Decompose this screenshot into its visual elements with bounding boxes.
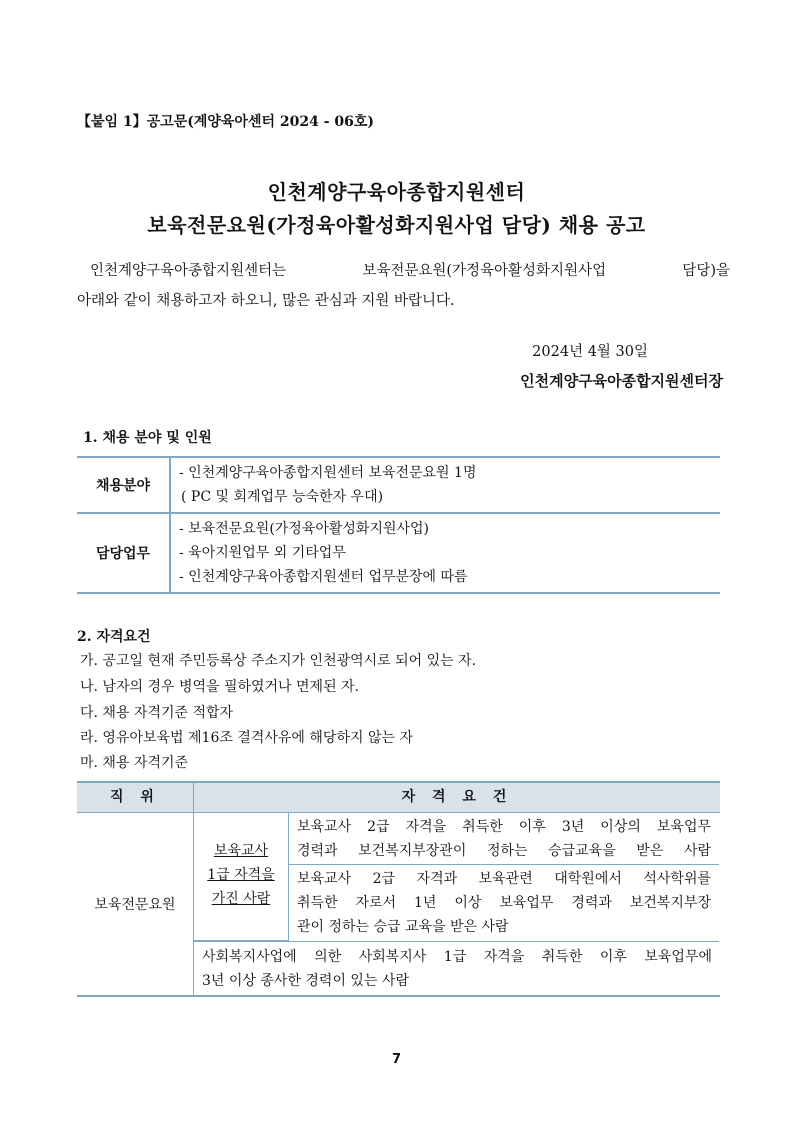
sub-label-line: 1급 자격을 [207,867,275,883]
requirement-item: 다. 채용 자격기준 적합자 [80,705,234,721]
condition-cell-2 [289,865,719,940]
intro-line-1: 인천계양구육아종합지원센터는 보육전문요원(가정육아활성화지원사업 담당)을 [90,263,730,279]
intro-line-2: 아래와 같이 채용하고자 하오니, 많은 관심과 지원 바랍니다. [77,293,455,309]
title-line-1: 인천계양구육아종합지원센터 [267,180,526,204]
condition-line: 경력과 보건복지부장관이 정하는 승급교육을 받은 사람 [297,843,711,859]
qualification-table [77,781,720,997]
page-number: 7 [391,1052,402,1067]
requirement-item: 라. 영유아보육법 제16조 결격사유에 해당하지 않는 자 [80,730,413,746]
requirement-item: 나. 남자의 경우 병역을 필하였거나 면제된 자. [80,679,360,695]
recruitment-table [77,456,720,594]
requirement-item: 마. 채용 자격기준 [80,755,189,771]
sub-label-line: 가진 사람 [211,891,271,907]
section-2-heading: 2. 자격요건 [77,629,151,645]
condition-line: 보육교사 2급 자격을 취득한 이후 3년 이상의 보육업무 [297,819,711,835]
row-content [171,514,720,592]
condition-line: 보육교사 2급 자격과 보육관련 대학원에서 석사학위를 [297,871,711,887]
requirement-item: 가. 공고일 현재 주민등록상 주소지가 인천광역시로 되어 있는 자. [80,653,477,669]
content-line: - 인천계양구육아종합지원센터 보육전문요원 1명 [179,465,477,481]
header-requirements: 자 격 요 건 [401,789,513,805]
content-line: - 인천계양구육아종합지원센터 업무분장에 따름 [179,569,468,585]
announcement-date: 2024년 4월 30일 [532,344,648,360]
attachment-label: 【붙임 1】공고문(계양육아센터 2024 - 06호) [77,114,375,130]
row-label-field: 채용분야 [77,458,171,512]
condition-line: 3년 이상 종사한 경력이 있는 사람 [202,973,409,989]
signer-name: 인천계양구육아종합지원센터장 [520,372,723,390]
condition-line: 관이 정하는 승급 교육을 받은 사람 [297,919,509,935]
title-line-2: 보육전문요원(가정육아활성화지원사업 담당) 채용 공고 [147,213,646,237]
content-line: ( PC 및 회계업무 능숙한자 우대) [181,489,384,505]
table-header [77,783,720,813]
row-label-duty: 담당업무 [77,514,171,592]
table-row [77,458,720,512]
header-position: 직 위 [77,783,194,812]
position-name: 보육전문요원 [94,897,176,913]
row-content [171,458,720,512]
content-line: - 육아지원업무 외 기타업무 [179,545,346,561]
position-cell [77,813,194,995]
sub-category-cell [194,813,289,941]
section-1-heading: 1. 채용 분야 및 인원 [83,430,212,446]
sub-label-line: 보육교사 [213,843,269,859]
condition-cell-1 [289,813,719,865]
content-line: - 보육전문요원(가정육아활성화지원사업) [179,521,430,537]
condition-cell-3 [194,941,719,996]
condition-line: 취득한 자로서 1년 이상 보육업무 경력과 보건복지부장 [297,895,711,911]
table-row [77,512,720,592]
condition-line: 사회복지사업에 의한 사회복지사 1급 자격을 취득한 이후 보육업무에 [202,949,712,965]
